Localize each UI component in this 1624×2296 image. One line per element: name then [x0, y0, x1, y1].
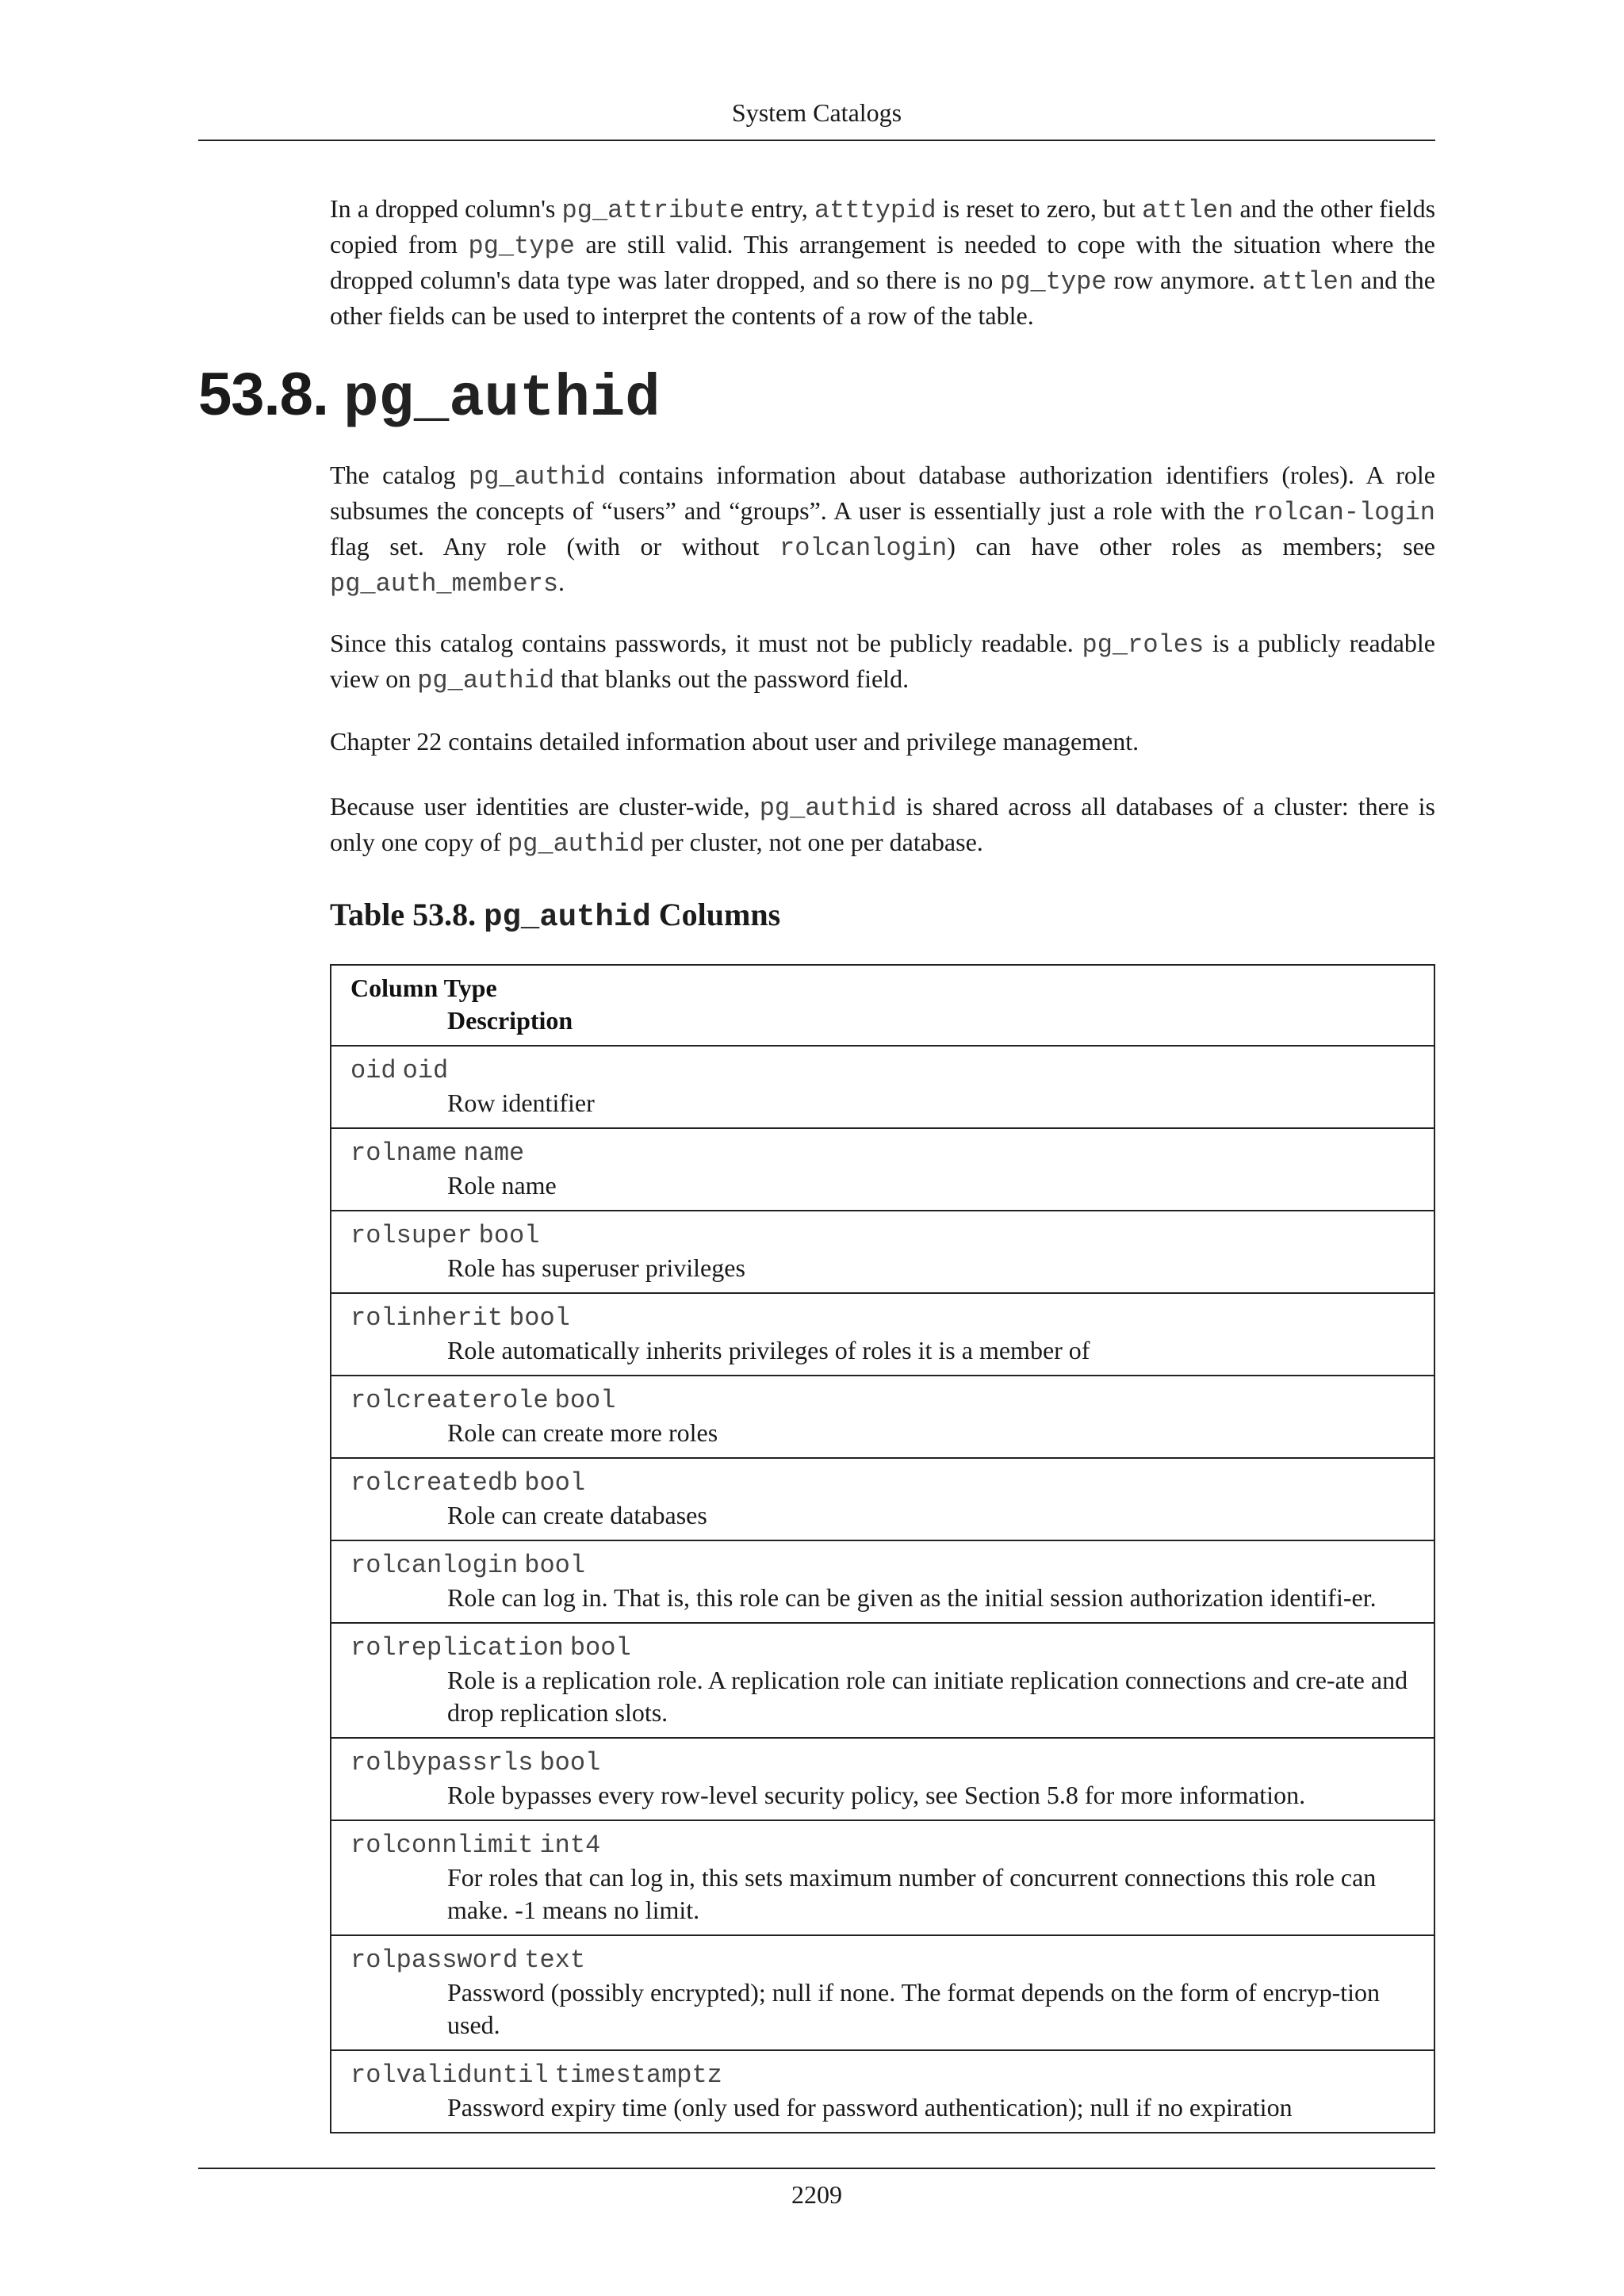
table-title-suffix: Columns — [650, 897, 781, 932]
column-signature — [350, 1218, 1415, 1252]
column-description: Role name — [447, 1171, 557, 1200]
column-type: bool — [478, 1221, 540, 1250]
paragraph-text: flag set. Any role (with or without — [330, 532, 780, 561]
column-type: name — [463, 1138, 525, 1168]
running-header — [198, 94, 1435, 141]
column-type: bool — [524, 1551, 586, 1580]
paragraph-text: The catalog — [330, 461, 469, 489]
table-row — [331, 1820, 1434, 1934]
column-name: oid — [350, 1056, 396, 1085]
columns-table — [330, 964, 1435, 2133]
code-pg-authid: pg_authid — [507, 829, 645, 859]
paragraph-text: Chapter 22 contains detailed information about user and privilege management. — [330, 727, 1139, 756]
table-row — [331, 1127, 1434, 1210]
intro-text: are still valid. This arrangement is needed to cope with the situation where the dropped column's data type was later dropped, and so there is no — [330, 230, 1436, 294]
column-description: Role has superuser privileges — [447, 1253, 745, 1282]
table-row — [331, 1375, 1434, 1457]
column-signature — [350, 1053, 1415, 1087]
table-title-code: pg_authid — [484, 900, 651, 935]
column-type: timestamptz — [554, 2061, 722, 2090]
column-description: For roles that can log in, this sets maximum number of concurrent connections this role can make. -1 means no limit. — [447, 1863, 1377, 1924]
table-row — [331, 1622, 1434, 1737]
intro-text: In a dropped column's — [330, 194, 562, 223]
column-description: Role can log in. That is, this role can be given as the initial session authorization identifi-er. — [447, 1583, 1377, 1612]
paragraph-catalog-description — [330, 458, 1435, 601]
table-title-prefix: Table 53.8. — [330, 897, 485, 932]
column-type: bool — [524, 1468, 586, 1498]
column-type: bool — [539, 1748, 601, 1777]
column-signature — [350, 1630, 1415, 1664]
column-name: rolpassword — [350, 1946, 519, 1975]
code-rolcanlogin: rolcan-login — [1252, 498, 1435, 527]
column-name: rolsuper — [350, 1221, 473, 1250]
paragraph-text: Since this catalog contains passwords, it must not be publicly readable. — [330, 629, 1082, 657]
paragraph-text: per cluster, not one per database. — [644, 828, 983, 856]
paragraph-passwords — [330, 626, 1435, 698]
column-name: rolconnlimit — [350, 1831, 534, 1860]
code-attlen: attlen — [1262, 267, 1354, 297]
column-signature — [350, 1548, 1415, 1582]
column-name: rolcanlogin — [350, 1551, 519, 1580]
page-number: 2209 — [791, 2180, 842, 2209]
table-header-row — [331, 966, 1434, 1045]
code-pg-authid: pg_authid — [469, 462, 606, 492]
table-title — [330, 893, 780, 939]
table-row — [331, 1540, 1434, 1622]
code-pg-type: pg_type — [1000, 267, 1107, 297]
column-description: Role can create more roles — [447, 1418, 718, 1447]
header-description: Description — [447, 1006, 573, 1035]
table-row — [331, 2049, 1434, 2132]
column-name: rolcreaterole — [350, 1386, 549, 1415]
intro-text: row anymore. — [1106, 266, 1262, 294]
header-column-type: Column Type — [350, 974, 497, 1002]
column-signature — [350, 2057, 1415, 2091]
section-number: 53.8. — [198, 361, 329, 428]
column-signature — [350, 1745, 1415, 1779]
table-row — [331, 1457, 1434, 1540]
table-row — [331, 1292, 1434, 1375]
column-signature — [350, 1465, 1415, 1499]
column-signature — [350, 1827, 1415, 1862]
code-rolcanlogin: rolcanlogin — [779, 534, 948, 563]
intro-text: and the other fields can be used to interpret the contents of a row of the table. — [330, 266, 1436, 330]
column-type: bool — [509, 1303, 570, 1333]
code-pg-authid: pg_authid — [417, 666, 555, 695]
table-row — [331, 1934, 1434, 2049]
column-signature — [350, 1300, 1415, 1334]
paragraph-text: contains information about database authorization identifiers (roles). A role subsumes the concepts of “users” and “groups”. A user is essentially just a role with the — [330, 461, 1436, 525]
table-row — [331, 1210, 1434, 1292]
code-attlen: attlen — [1142, 196, 1234, 225]
intro-text: and the other fields copied from — [330, 194, 1436, 258]
column-description: Role can create databases — [447, 1501, 707, 1529]
column-signature — [350, 1135, 1415, 1169]
column-type: int4 — [539, 1831, 601, 1860]
column-type: bool — [569, 1633, 631, 1663]
table-row — [331, 1045, 1434, 1127]
code-pg-auth-members: pg_auth_members — [330, 569, 559, 599]
paragraph-text: that blanks out the password field. — [554, 664, 910, 693]
column-description: Role is a replication role. A replication role can initiate replication connections and cre-ate and drop replication slots. — [447, 1666, 1408, 1727]
paragraph-chapter-reference — [330, 725, 1435, 758]
column-name: rolreplication — [350, 1633, 564, 1663]
column-name: rolcreatedb — [350, 1468, 519, 1498]
paragraph-text: is shared across all databases of a cluster: there is only one copy of — [330, 792, 1436, 856]
column-description: Password (possibly encrypted); null if none. The format depends on the form of encryp-tion used. — [447, 1978, 1381, 2039]
column-signature — [350, 1942, 1415, 1976]
paragraph-text: . — [558, 568, 565, 596]
code-pg-authid: pg_authid — [759, 794, 897, 823]
code-pg-attribute: pg_attribute — [561, 196, 745, 225]
code-atttypid: atttypid — [814, 196, 936, 225]
intro-text: entry, — [744, 194, 814, 223]
code-pg-type: pg_type — [468, 232, 575, 261]
column-name: rolbypassrls — [350, 1748, 534, 1777]
column-name: rolvaliduntil — [350, 2061, 549, 2090]
column-description: Role automatically inherits privileges of roles it is a member of — [447, 1336, 1090, 1364]
column-description: Row identifier — [447, 1089, 595, 1117]
column-type: bool — [554, 1386, 616, 1415]
intro-text: is reset to zero, but — [936, 194, 1143, 223]
table-row — [331, 1737, 1434, 1820]
paragraph-text: Because user identities are cluster-wide, — [330, 792, 760, 821]
column-signature — [350, 1383, 1415, 1417]
column-name: rolname — [350, 1138, 458, 1168]
section-name: pg_authid — [343, 366, 661, 433]
column-type: text — [524, 1946, 586, 1975]
paragraph-cluster-wide — [330, 790, 1435, 861]
paragraph-text: ) can have other roles as members; see — [947, 532, 1436, 561]
running-header-title: System Catalogs — [731, 98, 902, 127]
section-heading — [198, 357, 661, 438]
column-type: oid — [402, 1056, 449, 1085]
column-name: rolinherit — [350, 1303, 504, 1333]
code-pg-roles: pg_roles — [1082, 630, 1205, 660]
column-description: Role bypasses every row-level security policy, see Section 5.8 for more information. — [447, 1781, 1306, 1809]
running-footer — [198, 2168, 1435, 2214]
column-description: Password expiry time (only used for password authentication); null if no expiration — [447, 2093, 1293, 2122]
paragraph-text: is a publicly readable view on — [330, 629, 1436, 693]
intro-paragraph — [330, 192, 1435, 332]
